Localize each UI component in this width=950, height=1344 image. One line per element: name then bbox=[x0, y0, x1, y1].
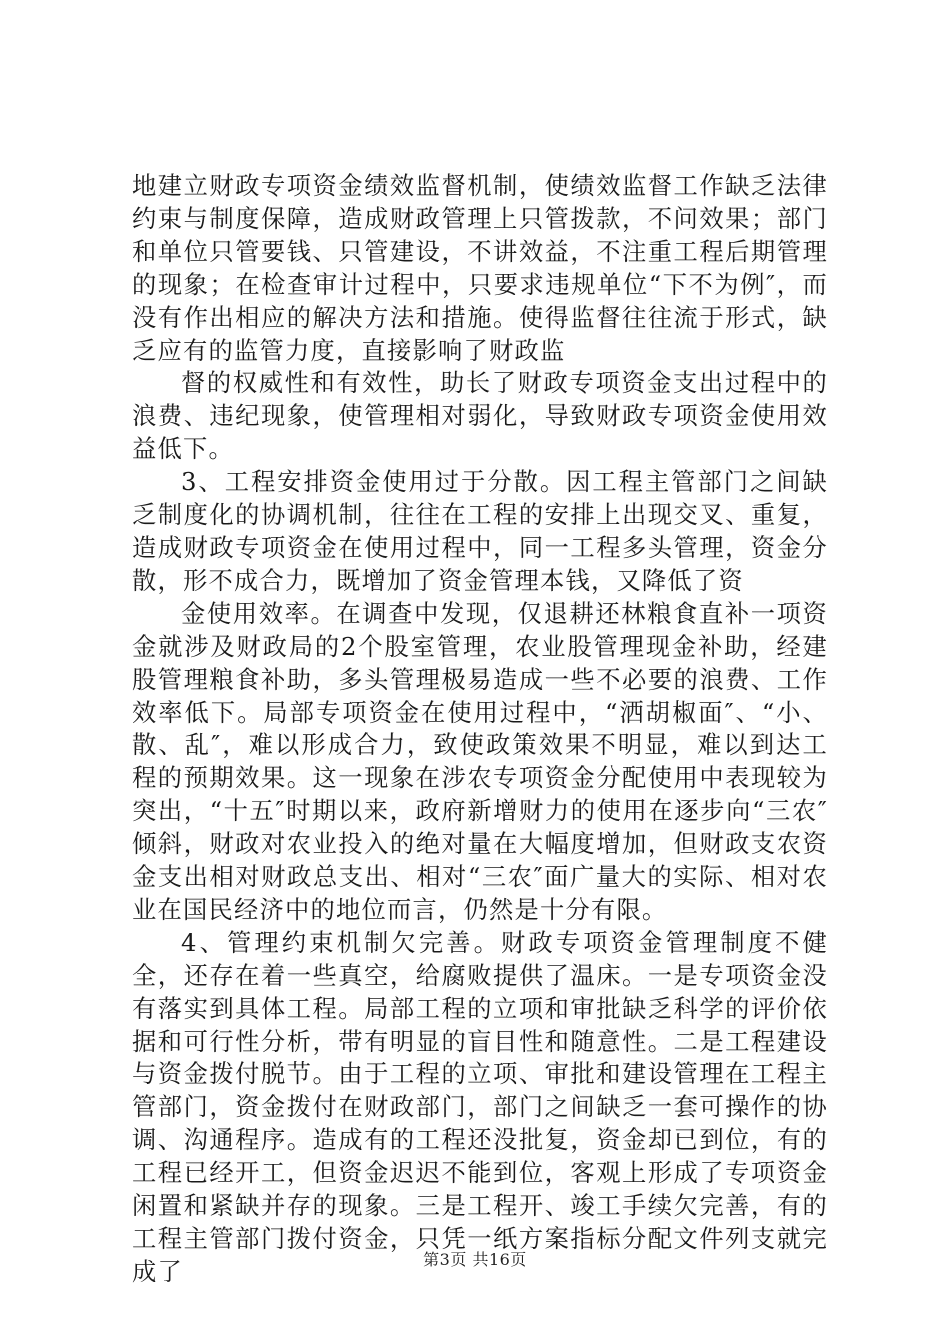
paragraph-supervision-authority: 督的权威性和有效性，助长了财政专项资金支出过程中的浪费、违纪现象，使管理相对弱化，导致财政专项资金使用效益低下。 bbox=[132, 368, 828, 464]
page-footer: 第3页 共16页 bbox=[423, 1250, 527, 1269]
document-body bbox=[132, 170, 828, 1289]
paragraph-point-4: 4、管理约束机制欠完善。财政专项资金管理制度不健全，还存在着一些真空，给腐败提供了温床。一是专项资金没有落实到具体工程。局部工程的立项和审批缺乏科学的评价依据和可行性分析，带有明显的盲目性和随意性。二是工程建设与资金拨付脱节。由于工程的立项、审批和建设管理在工程主管部门，资金拨付在财政部门，部门之间缺乏一套可操作的协调、沟通程序。造成有的工程还没批复，资金却已到位，有的工程已经开工，但资金迟迟不能到位，客观上形成了专项资金闲置和紧缺并存的现象。三是工程开、竣工手续欠完善，有的工程主管部门拨付资金，只凭一纸方案指标分配文件列支就完成了 bbox=[132, 927, 828, 1286]
paragraph-point-3: 3、工程安排资金使用过于分散。因工程主管部门之间缺乏制度化的协调机制，往往在工程的安排上出现交叉、重复，造成财政专项资金在使用过程中，同一工程多头管理，资金分散，形不成合力，既增加了资金管理本钱，又降低了资 bbox=[132, 467, 828, 595]
paragraph-continuation: 地建立财政专项资金绩效监督机制，使绩效监督工作缺乏法律约束与制度保障，造成财政管理上只管拨款，不问效果；部门和单位只管要钱、只管建设，不讲效益，不注重工程后期管理的现象；在检查审计过程中，只要求违规单位“下不为例″，而没有作出相应的解决方法和措施。使得监督往往流于形式，缺乏应有的监管力度，直接影响了财政监 bbox=[132, 171, 828, 365]
paragraph-fund-efficiency: 金使用效率。在调查中发现，仅退耕还林粮食直补一项资金就涉及财政局的2个股室管理，农业股管理现金补助，经建股管理粮食补助，多头管理极易造成一些不必要的浪费、工作效率低下。局部专项资金在使用过程中，“洒胡椒面″、“小、散、乱″，难以形成合力，致使政策效果不明显，难以到达工程的预期效果。这一现象在涉农专项资金分配使用中表现较为突出，“十五″时期以来，政府新增财力的使用在逐步向“三农″倾斜，财政对农业投入的绝对量在大幅度增加，但财政支农资金支出相对财政总支出、相对“三农″面广量大的实际、相对农业在国民经济中的地位而言，仍然是十分有限。 bbox=[132, 598, 828, 924]
